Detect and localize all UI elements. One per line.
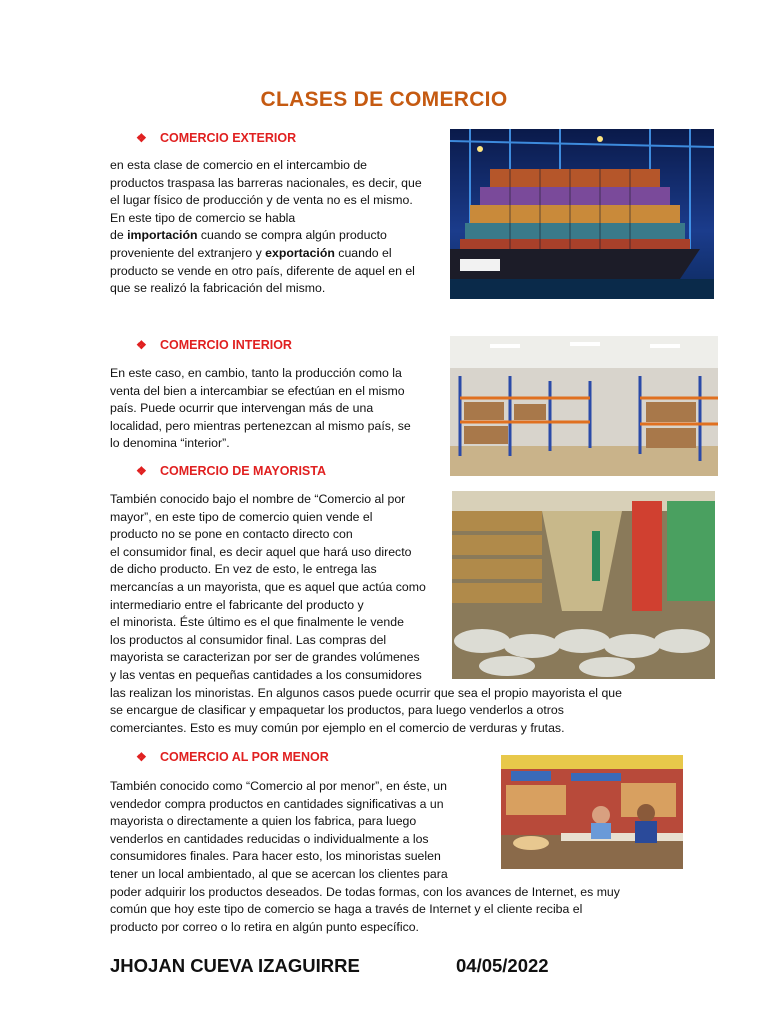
paragraph-line: los productos al consumidor final. Las compras del	[110, 632, 387, 647]
paragraph-line: poder adquirir los productos deseados. De todas formas, con los avances de Internet, es muy	[110, 884, 620, 899]
paragraph-line: y las ventas en pequeñas cantidades a los consumidores	[110, 667, 422, 682]
paragraph-line: lo denomina “interior”.	[110, 436, 230, 451]
paragraph-line: intermediario entre el fabricante del producto y	[110, 597, 364, 612]
section-paragraph-exterior	[110, 157, 422, 298]
section-heading-label: COMERCIO EXTERIOR	[160, 131, 297, 145]
paragraph-line: en esta clase de comercio en el intercambio de	[110, 158, 368, 172]
paragraph-line: mayor”, en este tipo de comercio quien vende el	[110, 509, 373, 524]
paragraph-line: común que hoy este tipo de comercio se haga a través de Internet y el cliente reciba el	[110, 902, 583, 917]
diamond-bullet-icon: ❖	[136, 750, 147, 764]
footer-date: 04/05/2022	[456, 955, 549, 976]
paragraph-line: país. Puede ocurrir que intervengan más de una	[110, 401, 374, 416]
paragraph-line: En este tipo de comercio se habla	[110, 210, 296, 225]
paragraph-line: comerciantes. Esto es muy común por ejemplo en el comercio de verduras y frutas.	[110, 720, 565, 735]
diamond-bullet-icon: ❖	[136, 338, 147, 352]
paragraph-line: venta del bien a intercambiar se efectúan en el mismo	[110, 383, 405, 398]
paragraph-line: producto se vende en otro país, diferente de aquel en el	[110, 263, 415, 278]
paragraph-line: de importación cuando se compra algún producto	[110, 228, 387, 243]
section-heading-interior	[136, 338, 292, 352]
paragraph-line: de dicho producto. En vez de esto, le entrega las	[110, 562, 377, 577]
paragraph-line: mayorista o directamente a quien los fabrica, para luego	[110, 814, 417, 829]
paragraph-line: venderlos en cantidades reducidas o individualmente a los	[110, 831, 429, 846]
diamond-bullet-icon: ❖	[136, 464, 147, 478]
paragraph-line: productos traspasa las barreras nacionales, es decir, que	[110, 175, 422, 190]
paragraph-line: mayorista se caracterizan por ser de grandes volúmenes	[110, 650, 420, 665]
warehouse-shelves-photo	[450, 336, 718, 476]
paragraph-line: el lugar físico de producción y de venta no es el mismo.	[110, 193, 413, 208]
footer-author: JHOJAN CUEVA IZAGUIRRE	[110, 955, 360, 976]
paragraph-line: proveniente del extranjero y exportación cuando el	[110, 245, 392, 260]
paragraph-line: También conocido bajo el nombre de “Comercio al por	[110, 492, 406, 506]
diamond-bullet-icon: ❖	[136, 131, 147, 145]
section-heading-label: COMERCIO INTERIOR	[160, 338, 292, 352]
section-heading-exterior	[136, 131, 296, 145]
bold-term: exportación	[265, 245, 335, 260]
paragraph-line: localidad, pero mientras pertenezcan al mismo país, se	[110, 418, 411, 433]
paragraph-line: consumidores finales. Para hacer esto, los minoristas suelen	[110, 849, 441, 864]
section-paragraph-interior	[110, 365, 411, 453]
retail-shop-counter-photo	[501, 755, 683, 869]
paragraph-line: las realizan los minoristas. En algunos casos puede ocurrir que sea el propio mayorista el que	[110, 685, 622, 700]
document-title: CLASES DE COMERCIO	[260, 88, 508, 111]
section-heading-por-menor	[136, 750, 329, 764]
paragraph-line: También conocido como “Comercio al por menor”, en éste, un	[110, 779, 447, 793]
paragraph-line: producto no se pone en contacto directo con	[110, 527, 353, 542]
section-heading-label: COMERCIO AL POR MENOR	[160, 750, 329, 764]
paragraph-line: tener un local ambientado, al que se acercan los clientes para	[110, 866, 448, 881]
section-heading-mayorista	[136, 464, 326, 478]
paragraph-line: el minorista. Éste último es el que finalmente le vende	[110, 615, 404, 630]
paragraph-line: En este caso, en cambio, tanto la producción como la	[110, 366, 402, 380]
paragraph-line: se encargue de clasificar y empaquetar los productos, para luego venderlos a otros	[110, 703, 564, 718]
paragraph-line: que se realizó la fabricación del mismo.	[110, 281, 326, 296]
paragraph-line: producto por correo o lo retira en algún punto específico.	[110, 919, 419, 934]
bold-term: importación	[127, 228, 198, 243]
paragraph-line: mercancías a un mayorista, que es aquel que actúa como	[110, 579, 426, 594]
section-heading-label: COMERCIO DE MAYORISTA	[160, 464, 326, 478]
paragraph-line: el consumidor final, es decir aquel que hará uso directo	[110, 544, 412, 559]
paragraph-line: vendedor compra productos en cantidades significativas a un	[110, 796, 444, 811]
wholesale-store-aisle-photo	[452, 491, 715, 679]
container-ship-port-photo	[450, 129, 714, 299]
